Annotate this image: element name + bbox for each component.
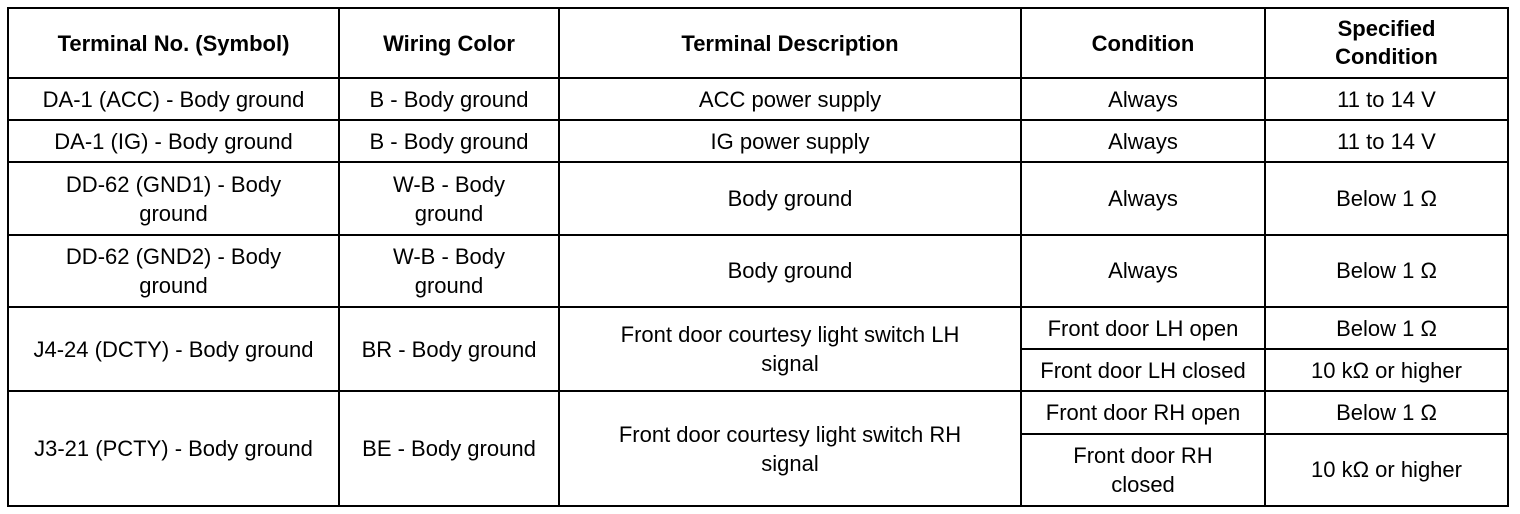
terminal-cell: DD-62 (GND1) - Body ground <box>8 162 339 234</box>
table-row <box>8 307 1508 349</box>
specified-cell: Below 1 Ω <box>1265 235 1508 307</box>
description-cell: ACC power supply <box>559 78 1021 120</box>
specified-cell: 10 kΩ or higher <box>1265 434 1508 506</box>
specified-cell: Below 1 Ω <box>1265 307 1508 349</box>
description-cell: Front door courtesy light switch LH signal <box>559 307 1021 391</box>
description-cell: Body ground <box>559 162 1021 234</box>
terminal-spec-table <box>7 7 1509 507</box>
description-cell: Body ground <box>559 235 1021 307</box>
description-cell: Front door courtesy light switch RH signal <box>559 391 1021 506</box>
header-specified-condition: Specified Condition <box>1265 8 1508 78</box>
terminal-cell: DD-62 (GND2) - Body ground <box>8 235 339 307</box>
condition-cell: Always <box>1021 78 1265 120</box>
wiring-cell: B - Body ground <box>339 120 559 162</box>
specified-cell: Below 1 Ω <box>1265 391 1508 433</box>
wiring-cell: W-B - Body ground <box>339 162 559 234</box>
table-row <box>8 120 1508 162</box>
specified-cell: 10 kΩ or higher <box>1265 349 1508 391</box>
table-row <box>8 235 1508 307</box>
table-row <box>8 78 1508 120</box>
header-wiring-color: Wiring Color <box>339 8 559 78</box>
terminal-cell: J3-21 (PCTY) - Body ground <box>8 391 339 506</box>
condition-cell: Front door LH closed <box>1021 349 1265 391</box>
condition-cell: Front door RH open <box>1021 391 1265 433</box>
header-terminal-description: Terminal Description <box>559 8 1021 78</box>
terminal-cell: J4-24 (DCTY) - Body ground <box>8 307 339 391</box>
table-row <box>8 162 1508 234</box>
specified-cell: 11 to 14 V <box>1265 120 1508 162</box>
wiring-cell: W-B - Body ground <box>339 235 559 307</box>
terminal-cell: DA-1 (ACC) - Body ground <box>8 78 339 120</box>
condition-cell: Front door RH closed <box>1021 434 1265 506</box>
table-row <box>8 391 1508 433</box>
wiring-cell: B - Body ground <box>339 78 559 120</box>
condition-cell: Always <box>1021 235 1265 307</box>
header-condition: Condition <box>1021 8 1265 78</box>
specified-cell: Below 1 Ω <box>1265 162 1508 234</box>
terminal-cell: DA-1 (IG) - Body ground <box>8 120 339 162</box>
wiring-cell: BR - Body ground <box>339 307 559 391</box>
header-row <box>8 8 1508 78</box>
condition-cell: Front door LH open <box>1021 307 1265 349</box>
condition-cell: Always <box>1021 162 1265 234</box>
header-terminal: Terminal No. (Symbol) <box>8 8 339 78</box>
description-cell: IG power supply <box>559 120 1021 162</box>
condition-cell: Always <box>1021 120 1265 162</box>
specified-cell: 11 to 14 V <box>1265 78 1508 120</box>
wiring-cell: BE - Body ground <box>339 391 559 506</box>
